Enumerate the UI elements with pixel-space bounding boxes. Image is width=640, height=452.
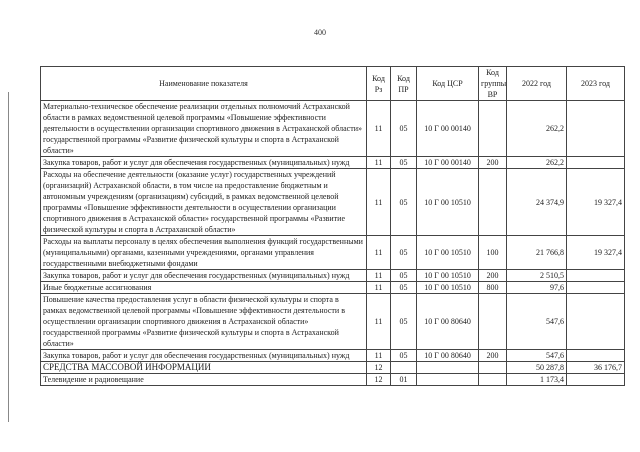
cell-pr: 05 (391, 157, 417, 169)
cell-pr: 01 (391, 374, 417, 386)
cell-name: Телевидение и радиовещание (41, 374, 367, 386)
table-header-row (41, 67, 625, 101)
cell-2022: 21 766,8 (507, 236, 567, 270)
table-row (41, 270, 625, 282)
cell-vr: 800 (479, 282, 507, 294)
header-rz: Код Рз (367, 67, 391, 101)
cell-2022: 547,6 (507, 294, 567, 350)
cell-2023: 19 327,4 (567, 169, 625, 236)
cell-2023: 36 176,7 (567, 362, 625, 374)
cell-csr: 10 Г 00 80640 (417, 294, 479, 350)
budget-table (40, 66, 625, 386)
cell-csr (417, 362, 479, 374)
cell-pr: 05 (391, 236, 417, 270)
cell-vr (479, 101, 507, 157)
cell-name: Повышение качества предоставления услуг в области физической культуры и спорта в рамках ведомственной целевой программы «Повышение эффективности деятельности в осуществлении организации спортивного движения в Астраханской области» государственной программы «Развитие физической культуры и спорта в Астраханской области» (41, 294, 367, 350)
cell-csr: 10 Г 00 10510 (417, 282, 479, 294)
table-row-section (41, 362, 625, 374)
cell-name: Расходы на выплаты персоналу в целях обеспечения выполнения функций государственными (муниципальными) органами, казенными учреждениями, органами управления государственными внебюджетными фондами (41, 236, 367, 270)
cell-2023 (567, 294, 625, 350)
table-row (41, 169, 625, 236)
cell-name: Расходы на обеспечение деятельности (оказание услуг) государственных учреждений (организаций) Астраханской области, в том числе на предоставление бюджетным и автономным учреждениям (организациям) субсидий, в рамках ведомственной целевой программы «Повышение эффективности деятельности в осуществлении организации спортивного движения в Астраханской области» государственной программы «Развитие физической культуры и спорта в Астраханской области» (41, 169, 367, 236)
cell-2022: 97,6 (507, 282, 567, 294)
cell-rz: 11 (367, 294, 391, 350)
header-pr: Код ПР (391, 67, 417, 101)
header-vr: Код группы ВР (479, 67, 507, 101)
cell-name: Иные бюджетные ассигнования (41, 282, 367, 294)
cell-rz: 11 (367, 282, 391, 294)
cell-pr: 05 (391, 270, 417, 282)
cell-2022: 262,2 (507, 101, 567, 157)
cell-name: Закупка товаров, работ и услуг для обеспечения государственных (муниципальных) нужд (41, 157, 367, 169)
cell-2022: 50 287,8 (507, 362, 567, 374)
table-row (41, 236, 625, 270)
cell-pr: 05 (391, 282, 417, 294)
cell-2023 (567, 270, 625, 282)
table-row (41, 282, 625, 294)
cell-pr: 05 (391, 294, 417, 350)
cell-vr (479, 294, 507, 350)
cell-vr (479, 362, 507, 374)
page-number: 400 (314, 28, 326, 37)
table-row (41, 101, 625, 157)
cell-rz: 11 (367, 270, 391, 282)
cell-2022: 1 173,4 (507, 374, 567, 386)
cell-2023 (567, 374, 625, 386)
cell-2022: 262,2 (507, 157, 567, 169)
cell-2022: 2 510,5 (507, 270, 567, 282)
cell-name: Закупка товаров, работ и услуг для обеспечения государственных (муниципальных) нужд (41, 350, 367, 362)
cell-rz: 11 (367, 157, 391, 169)
cell-vr: 200 (479, 350, 507, 362)
header-name: Наименование показателя (41, 67, 367, 101)
header-csr: Код ЦСР (417, 67, 479, 101)
cell-csr: 10 Г 00 10510 (417, 169, 479, 236)
cell-pr: 05 (391, 169, 417, 236)
cell-rz: 11 (367, 169, 391, 236)
cell-2023 (567, 157, 625, 169)
cell-2023 (567, 350, 625, 362)
cell-csr: 10 Г 00 00140 (417, 157, 479, 169)
cell-rz: 11 (367, 350, 391, 362)
cell-pr (391, 362, 417, 374)
cell-name: СРЕДСТВА МАССОВОЙ ИНФОРМАЦИИ (41, 362, 367, 374)
table-row (41, 374, 625, 386)
cell-2022: 24 374,9 (507, 169, 567, 236)
cell-rz: 12 (367, 374, 391, 386)
cell-2023 (567, 282, 625, 294)
cell-vr (479, 374, 507, 386)
cell-vr (479, 169, 507, 236)
header-2022: 2022 год (507, 67, 567, 101)
cell-csr (417, 374, 479, 386)
header-2023: 2023 год (567, 67, 625, 101)
cell-rz: 11 (367, 236, 391, 270)
cell-2022: 547,6 (507, 350, 567, 362)
table-row (41, 294, 625, 350)
cell-vr: 200 (479, 157, 507, 169)
cell-vr: 100 (479, 236, 507, 270)
cell-csr: 10 Г 00 00140 (417, 101, 479, 157)
table-row (41, 350, 625, 362)
cell-csr: 10 Г 00 80640 (417, 350, 479, 362)
cell-csr: 10 Г 00 10510 (417, 236, 479, 270)
cell-name: Закупка товаров, работ и услуг для обеспечения государственных (муниципальных) нужд (41, 270, 367, 282)
margin-line (8, 92, 9, 422)
cell-2023 (567, 101, 625, 157)
cell-rz: 12 (367, 362, 391, 374)
cell-rz: 11 (367, 101, 391, 157)
cell-pr: 05 (391, 101, 417, 157)
table-row (41, 157, 625, 169)
cell-2023: 19 327,4 (567, 236, 625, 270)
cell-name: Материально-техническое обеспечение реализации отдельных полномочий Астраханской области в рамках ведомственной целевой программы «Повышение эффективности деятельности в осуществлении организации спортивного движения в Астраханской области» государственной программы «Развитие физической культуры и спорта в Астраханской области» (41, 101, 367, 157)
cell-csr: 10 Г 00 10510 (417, 270, 479, 282)
cell-vr: 200 (479, 270, 507, 282)
cell-pr: 05 (391, 350, 417, 362)
